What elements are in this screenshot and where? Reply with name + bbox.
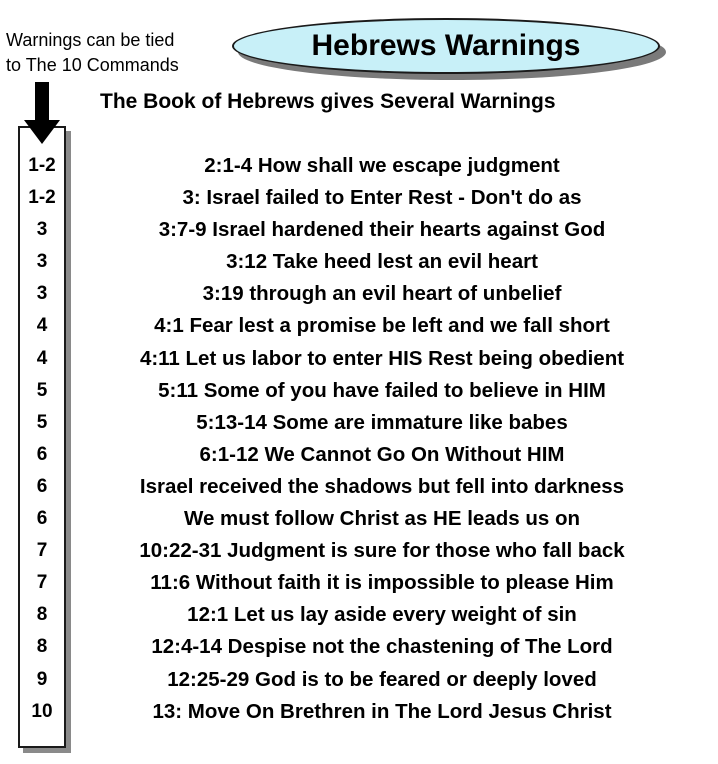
commandments-note-line1: Warnings can be tied [6, 30, 175, 50]
commandment-number: 8 [36, 604, 48, 626]
commandment-number: 1-2 [28, 155, 56, 176]
warning-row [0, 310, 718, 342]
commandments-note [6, 28, 179, 78]
warning-text: Israel received the shadows but fell into darkness [139, 474, 625, 498]
warning-row [0, 343, 718, 375]
warning-row [0, 631, 718, 663]
warning-text: 6:1-12 We Cannot Go On Without HIM [199, 442, 565, 466]
warning-row [0, 664, 718, 696]
commandment-number: 9 [36, 668, 48, 690]
warning-text: 3:19 through an evil heart of unbelief [202, 282, 562, 306]
commandment-number: 1-2 [28, 187, 56, 209]
commandment-number: 5 [36, 411, 48, 433]
page-subtitle: The Book of Hebrews gives Several Warnings [100, 90, 556, 113]
warning-text: 12:25-29 God is to be feared or deeply loved [167, 667, 597, 691]
warning-row [0, 439, 718, 471]
warning-text: 3:7-9 Israel hardened their hearts against God [158, 218, 606, 242]
commandment-number: 4 [36, 347, 48, 369]
commandment-number: 4 [36, 315, 48, 337]
warning-text: We must follow Christ as HE leads us on [183, 507, 581, 531]
commandment-number: 5 [36, 379, 48, 401]
warning-text: 5:11 Some of you have failed to believe in HIM [158, 378, 606, 402]
warning-row [0, 246, 718, 278]
commandment-number: 7 [36, 572, 48, 594]
warning-row [0, 503, 718, 535]
commandment-number: 3 [36, 283, 48, 305]
warning-row [0, 471, 718, 503]
warning-row [0, 696, 718, 728]
commandment-number: 8 [36, 636, 48, 658]
warning-row [0, 150, 718, 182]
commandment-number: 3 [36, 219, 48, 241]
warning-text: 2:1-4 How shall we escape judgment [204, 154, 560, 177]
title-oval [232, 18, 660, 74]
warning-row [0, 214, 718, 246]
warning-text: 11:6 Without faith it is impossible to please Him [150, 571, 614, 595]
commandments-note-line2: to The 10 Commands [6, 55, 179, 75]
warning-text: 3:12 Take heed lest an evil heart [226, 250, 538, 274]
warning-text: 12:4-14 Despise not the chastening of The Lord [151, 635, 613, 659]
warning-row [0, 407, 718, 439]
commandment-number: 10 [31, 700, 53, 722]
warning-text: 12:1 Let us lay aside every weight of sin [187, 603, 577, 627]
page-title: Hebrews Warnings [311, 29, 581, 62]
warning-text: 13: Move On Brethren in The Lord Jesus Christ [152, 699, 612, 723]
warning-text: 5:13-14 Some are immature like babes [196, 410, 568, 434]
warning-row [0, 567, 718, 599]
warning-row [0, 278, 718, 310]
warning-row [0, 535, 718, 567]
commandment-number: 6 [36, 475, 48, 497]
down-arrow-icon [22, 82, 62, 146]
warning-row [0, 375, 718, 407]
warning-row [0, 599, 718, 631]
warning-text: 10:22-31 Judgment is sure for those who fall back [139, 539, 625, 563]
warning-text: 4:1 Fear lest a promise be left and we fall short [154, 314, 610, 338]
warnings-list [0, 150, 718, 728]
commandment-number: 3 [36, 251, 48, 273]
warning-text: 4:11 Let us labor to enter HIS Rest being obedient [139, 346, 625, 370]
commandment-number: 6 [36, 508, 48, 530]
commandment-number: 7 [36, 540, 48, 562]
warning-row [0, 182, 718, 214]
warning-text: 3: Israel failed to Enter Rest - Don't do as [182, 186, 582, 210]
commandment-number: 6 [36, 443, 48, 465]
